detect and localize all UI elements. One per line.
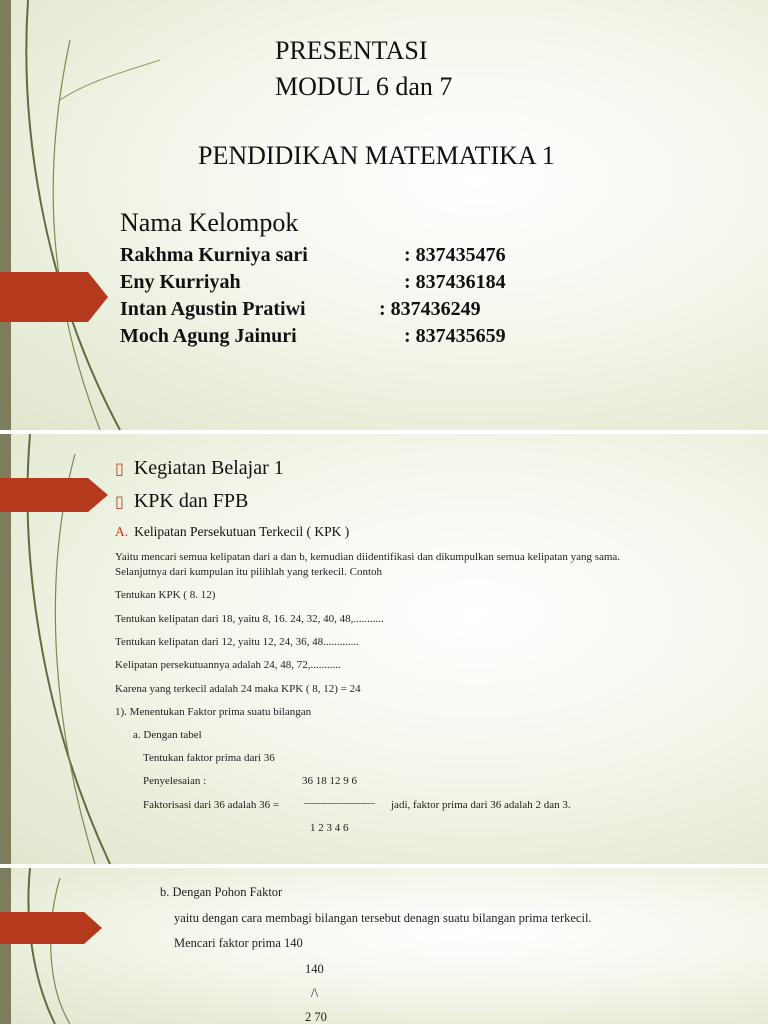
member-nim: : 837436249 bbox=[379, 298, 481, 320]
text-line: Kelipatan persekutuannya adalah 24, 48, 72,........... bbox=[115, 659, 341, 671]
text-line: Karena yang terkecil adalah 24 maka KPK ( 8, 12) = 24 bbox=[115, 683, 361, 695]
bullet-marker-icon: ▯ bbox=[115, 492, 124, 511]
text-line: Tentukan KPK ( 8. 12) bbox=[115, 589, 216, 601]
member-name: Intan Agustin Pratiwi bbox=[120, 298, 306, 320]
member-nim: : 837436184 bbox=[404, 271, 506, 293]
bullet-item bbox=[115, 490, 248, 513]
tree-branch: /\ bbox=[311, 986, 318, 1000]
red-arrow-tab bbox=[0, 912, 105, 944]
member-name: Rakhma Kurniya sari bbox=[120, 244, 308, 266]
text-line: Tentukan kelipatan dari 12, yaitu 12, 24, 36, 48............. bbox=[115, 636, 359, 648]
paragraph-line: Yaitu mencari semua kelipatan dari a dan b, kemudian diidentifikasi dan dikumpulkan semua kelipatan yang sama. bbox=[115, 551, 621, 563]
tree-children: 2 70 bbox=[305, 1010, 327, 1024]
red-arrow-tab bbox=[0, 478, 110, 512]
member-nim: : 837435476 bbox=[404, 244, 506, 266]
denominator-numbers: 1 2 3 4 6 bbox=[310, 822, 349, 834]
member-row bbox=[120, 298, 680, 325]
member-row bbox=[120, 325, 680, 352]
member-row bbox=[120, 244, 680, 271]
member-nim: : 837435659 bbox=[404, 325, 506, 347]
text-line: Tentukan kelipatan dari 18, yaitu 8, 16. 24, 32, 40, 48,........... bbox=[115, 613, 384, 625]
tree-root: 140 bbox=[305, 962, 324, 976]
member-name: Moch Agung Jainuri bbox=[120, 325, 297, 347]
bullet-text: Kegiatan Belajar 1 bbox=[133, 457, 284, 479]
member-name: Eny Kurriyah bbox=[120, 271, 241, 293]
slide-3 bbox=[0, 868, 768, 1024]
fraction-line: ――――――― bbox=[304, 797, 374, 809]
title-line-2: MODUL 6 dan 7 bbox=[275, 72, 453, 101]
solution-label: Penyelesaian : bbox=[143, 775, 207, 787]
bullet-text: KPK dan FPB bbox=[133, 490, 249, 512]
subject-title: PENDIDIKAN MATEMATIKA 1 bbox=[198, 141, 555, 170]
group-heading: Nama Kelompok bbox=[120, 208, 299, 237]
task-line: Mencari faktor prima 140 bbox=[174, 936, 303, 950]
paragraph-line: Selanjutnya dari kumpulan itu pilihlah yang terkecil. Contoh bbox=[115, 566, 383, 578]
factor-text: Faktorisasi dari 36 adalah 36 = bbox=[143, 799, 280, 811]
explain-line: yaitu dengan cara membagi bilangan tersebut denagn suatu bilangan prima terkecil. bbox=[174, 911, 592, 925]
sub-heading-b: b. Dengan Pohon Faktor bbox=[160, 885, 283, 899]
task-line: Tentukan faktor prima dari 36 bbox=[143, 752, 275, 764]
sub-heading-a: a. Dengan tabel bbox=[133, 729, 202, 741]
bullet-item bbox=[115, 457, 284, 480]
text-line: 1). Menentukan Faktor prima suatu bilangan bbox=[115, 706, 312, 718]
section-title: Kelipatan Persekutuan Terkecil ( KPK ) bbox=[134, 524, 350, 539]
conclusion-text: jadi, faktor prima dari 36 adalah 2 dan 3. bbox=[391, 799, 571, 811]
member-row bbox=[120, 271, 680, 298]
solution-numbers: 36 18 12 9 6 bbox=[302, 775, 357, 787]
bullet-marker-icon: ▯ bbox=[115, 459, 124, 478]
section-a-heading bbox=[115, 524, 349, 540]
title-line-1: PRESENTASI bbox=[275, 36, 428, 65]
red-arrow-tab bbox=[0, 272, 110, 322]
slide-1 bbox=[0, 0, 768, 430]
decorative-curves bbox=[0, 868, 160, 1024]
section-letter: A. bbox=[115, 524, 129, 539]
